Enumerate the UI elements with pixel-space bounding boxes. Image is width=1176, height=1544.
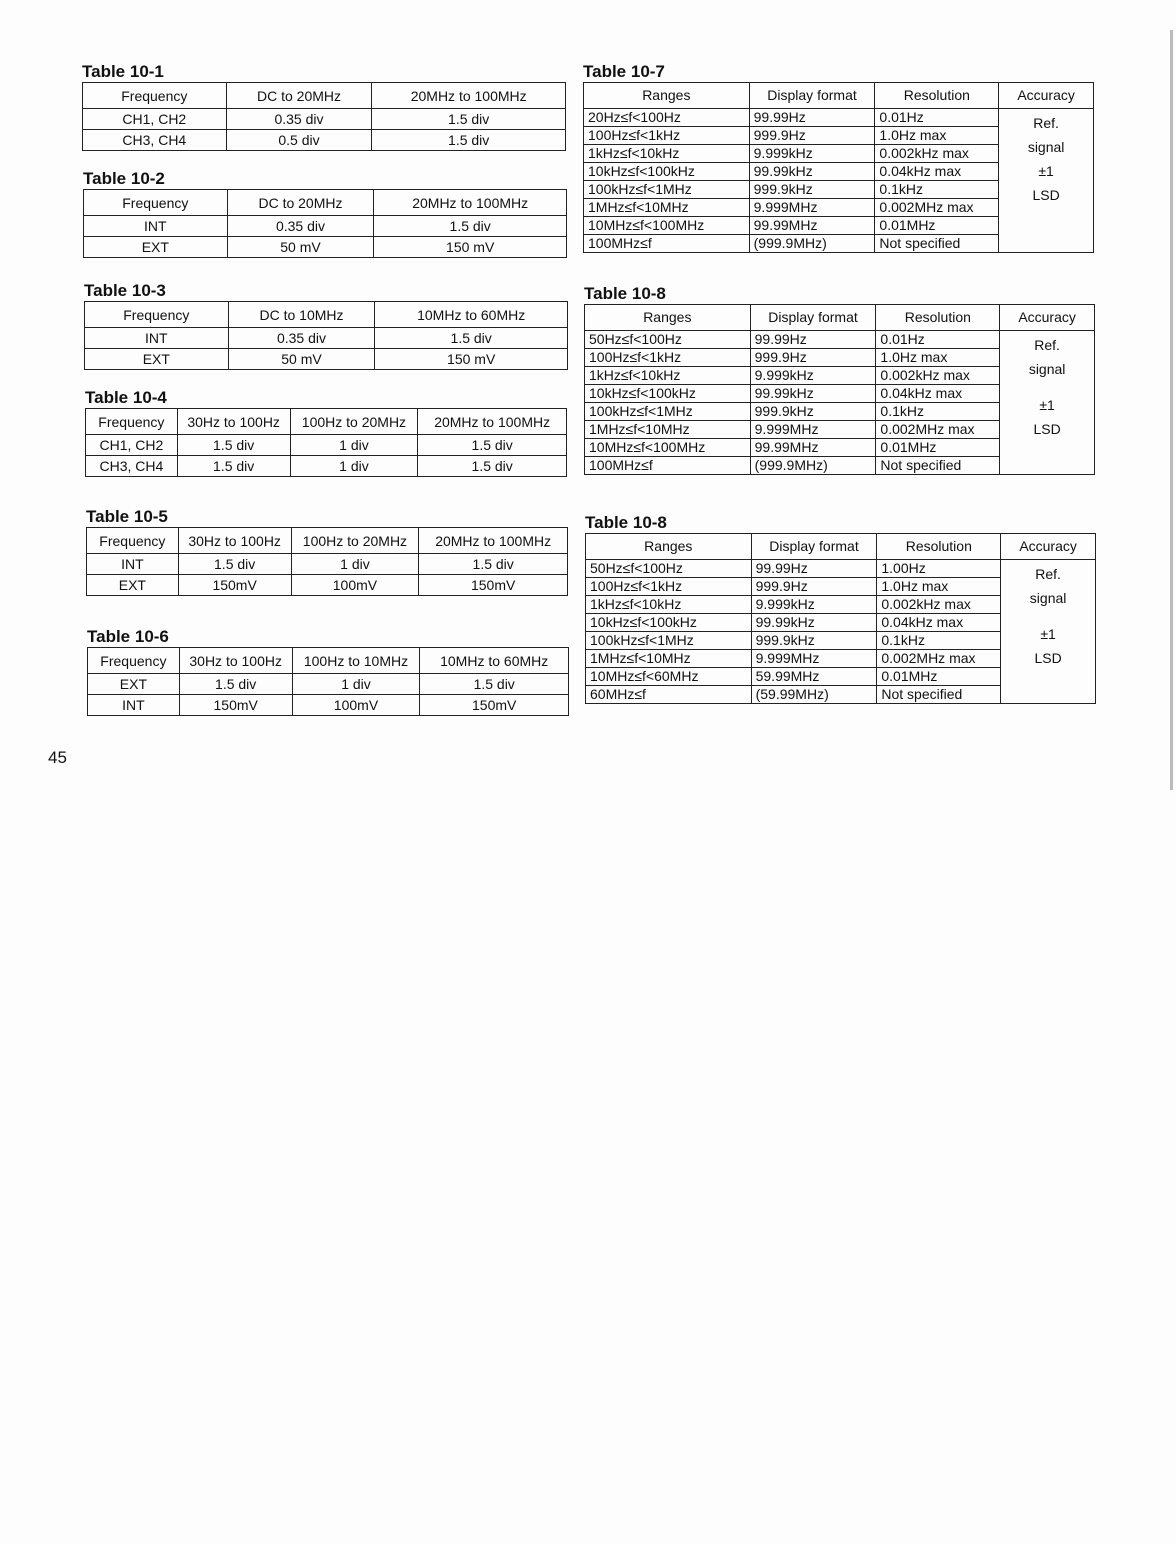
display-format-cell: 9.999MHz bbox=[749, 199, 875, 217]
table-row bbox=[87, 554, 568, 575]
resolution-cell: Not specified bbox=[875, 235, 999, 253]
accuracy-line: Ref. bbox=[1034, 337, 1060, 353]
header-cell: Display format bbox=[749, 83, 875, 109]
display-format-cell: 999.9kHz bbox=[749, 181, 875, 199]
table-row bbox=[86, 435, 567, 456]
range-cell: 100Hz≤f<1kHz bbox=[584, 127, 750, 145]
resolution-cell: 0.01MHz bbox=[875, 217, 999, 235]
table-cell: 1 div bbox=[292, 674, 420, 695]
data-table bbox=[83, 189, 567, 258]
table-title: Table 10-8 bbox=[585, 513, 667, 532]
resolution-cell: 1.0Hz max bbox=[877, 578, 1001, 596]
display-format-cell: 9.999MHz bbox=[751, 650, 877, 668]
accuracy-line: signal bbox=[1028, 361, 1066, 377]
table-10-6 bbox=[87, 628, 569, 716]
table-header-row bbox=[84, 190, 567, 216]
table-cell: 1.5 div bbox=[418, 456, 567, 477]
table-header-row bbox=[87, 528, 568, 554]
table-cell: 150mV bbox=[178, 575, 291, 596]
table-row bbox=[85, 328, 568, 349]
table-cell: 1.5 div bbox=[419, 554, 568, 575]
table-title: Table 10-5 bbox=[86, 507, 168, 526]
display-format-cell: 99.99kHz bbox=[749, 163, 875, 181]
display-format-cell: 99.99MHz bbox=[750, 439, 876, 457]
header-cell: Frequency bbox=[86, 409, 178, 435]
range-cell: 10MHz≤f<100MHz bbox=[585, 439, 751, 457]
table-title: Table 10-1 bbox=[82, 62, 164, 81]
table-cell: 1.5 div bbox=[177, 456, 290, 477]
range-cell: 100MHz≤f bbox=[585, 457, 751, 475]
table-row bbox=[86, 456, 567, 477]
table-row bbox=[87, 575, 568, 596]
resolution-cell: 0.1kHz bbox=[877, 632, 1001, 650]
accuracy-line: ±1 bbox=[1039, 397, 1055, 413]
header-cell: Frequency bbox=[87, 528, 179, 554]
table-cell: 1 div bbox=[291, 554, 419, 575]
header-cell: Display format bbox=[751, 534, 877, 560]
table-cell: 1.5 div bbox=[375, 328, 568, 349]
table-cell: 1.5 div bbox=[372, 130, 566, 151]
resolution-cell: 0.002kHz max bbox=[876, 367, 1000, 385]
table-row bbox=[585, 331, 1095, 349]
accuracy-line: LSD bbox=[1034, 650, 1062, 666]
table-cell: 50 mV bbox=[228, 349, 375, 370]
table-cell: INT bbox=[88, 695, 180, 716]
table-row bbox=[83, 130, 566, 151]
table-cell: 50 mV bbox=[227, 237, 374, 258]
table-cell: INT bbox=[87, 554, 179, 575]
table-title: Table 10-3 bbox=[84, 281, 166, 300]
header-cell: DC to 20MHz bbox=[226, 83, 372, 109]
table-header-row bbox=[586, 534, 1096, 560]
accuracy-line: LSD bbox=[1032, 187, 1060, 203]
table-cell: 150mV bbox=[420, 695, 569, 716]
table-cell: 1.5 div bbox=[179, 674, 292, 695]
data-table bbox=[585, 533, 1096, 704]
resolution-cell: 0.002kHz max bbox=[875, 145, 999, 163]
table-cell: EXT bbox=[87, 575, 179, 596]
table-cell: 1.5 div bbox=[372, 109, 566, 130]
resolution-cell: 0.04kHz max bbox=[876, 385, 1000, 403]
table-cell: 1 div bbox=[290, 456, 418, 477]
data-table bbox=[87, 647, 569, 716]
display-format-cell: 99.99kHz bbox=[751, 614, 877, 632]
table-header-row bbox=[88, 648, 569, 674]
range-cell: 10kHz≤f<100kHz bbox=[586, 614, 752, 632]
table-cell: 0.5 div bbox=[226, 130, 372, 151]
table-row bbox=[88, 674, 569, 695]
header-cell: 100Hz to 10MHz bbox=[292, 648, 420, 674]
resolution-cell: 0.01MHz bbox=[876, 439, 1000, 457]
spacer bbox=[1004, 381, 1090, 393]
page-number: 45 bbox=[48, 748, 67, 767]
resolution-cell: 0.1kHz bbox=[876, 403, 1000, 421]
accuracy-line: Ref. bbox=[1033, 115, 1059, 131]
display-format-cell: 999.9Hz bbox=[749, 127, 875, 145]
table-row bbox=[584, 109, 1094, 127]
header-cell: DC to 20MHz bbox=[227, 190, 374, 216]
range-cell: 100kHz≤f<1MHz bbox=[586, 632, 752, 650]
table-cell: 1.5 div bbox=[418, 435, 567, 456]
range-cell: 100Hz≤f<1kHz bbox=[585, 349, 751, 367]
range-cell: 1MHz≤f<10MHz bbox=[586, 650, 752, 668]
table-cell: 150 mV bbox=[375, 349, 568, 370]
range-cell: 1MHz≤f<10MHz bbox=[585, 421, 751, 439]
header-cell: 100Hz to 20MHz bbox=[291, 528, 419, 554]
display-format-cell: 9.999kHz bbox=[749, 145, 875, 163]
table-row bbox=[83, 109, 566, 130]
header-cell: Resolution bbox=[877, 534, 1001, 560]
header-cell: 100Hz to 20MHz bbox=[290, 409, 418, 435]
table-row bbox=[85, 349, 568, 370]
accuracy-line: ±1 bbox=[1038, 163, 1054, 179]
resolution-cell: 0.1kHz bbox=[875, 181, 999, 199]
table-cell: 0.35 div bbox=[228, 328, 375, 349]
table-cell: 1.5 div bbox=[374, 216, 567, 237]
range-cell: 1kHz≤f<10kHz bbox=[585, 367, 751, 385]
table-cell: EXT bbox=[88, 674, 180, 695]
table-header-row bbox=[83, 83, 566, 109]
range-cell: 50Hz≤f<100Hz bbox=[586, 560, 752, 578]
range-cell: 20Hz≤f<100Hz bbox=[584, 109, 750, 127]
display-format-cell: 999.9Hz bbox=[751, 578, 877, 596]
header-cell: 20MHz to 100MHz bbox=[419, 528, 568, 554]
table-row bbox=[84, 237, 567, 258]
table-cell: 0.35 div bbox=[227, 216, 374, 237]
accuracy-line: signal bbox=[1027, 139, 1065, 155]
table-cell: EXT bbox=[85, 349, 229, 370]
header-cell: Ranges bbox=[586, 534, 752, 560]
table-10-7 bbox=[583, 63, 1094, 253]
resolution-cell: 1.00Hz bbox=[877, 560, 1001, 578]
display-format-cell: (999.9MHz) bbox=[749, 235, 875, 253]
header-cell: 10MHz to 60MHz bbox=[420, 648, 569, 674]
table-cell: 150 mV bbox=[374, 237, 567, 258]
range-cell: 10MHz≤f<60MHz bbox=[586, 668, 752, 686]
data-table bbox=[86, 527, 568, 596]
resolution-cell: 1.0Hz max bbox=[875, 127, 999, 145]
range-cell: 1kHz≤f<10kHz bbox=[586, 596, 752, 614]
table-row bbox=[84, 216, 567, 237]
resolution-cell: 0.01Hz bbox=[875, 109, 999, 127]
table-cell: 1.5 div bbox=[420, 674, 569, 695]
table-cell: 0.35 div bbox=[226, 109, 372, 130]
display-format-cell: 999.9Hz bbox=[750, 349, 876, 367]
resolution-cell: 0.04kHz max bbox=[875, 163, 999, 181]
header-cell: DC to 10MHz bbox=[228, 302, 375, 328]
table-cell: 100mV bbox=[292, 695, 420, 716]
display-format-cell: 999.9kHz bbox=[751, 632, 877, 650]
table-cell: 1.5 div bbox=[177, 435, 290, 456]
range-cell: 100kHz≤f<1MHz bbox=[584, 181, 750, 199]
display-format-cell: 99.99Hz bbox=[751, 560, 877, 578]
header-cell: Frequency bbox=[84, 190, 228, 216]
display-format-cell: 99.99MHz bbox=[749, 217, 875, 235]
display-format-cell: (999.9MHz) bbox=[750, 457, 876, 475]
table-row bbox=[586, 560, 1096, 578]
table-10-8-first bbox=[584, 285, 1095, 475]
resolution-cell: 0.002MHz max bbox=[876, 421, 1000, 439]
table-title: Table 10-2 bbox=[83, 169, 165, 188]
table-row bbox=[88, 695, 569, 716]
header-cell: Frequency bbox=[83, 83, 227, 109]
resolution-cell: 0.002MHz max bbox=[875, 199, 999, 217]
table-cell: CH1, CH2 bbox=[83, 109, 227, 130]
table-header-row bbox=[86, 409, 567, 435]
header-cell: Accuracy bbox=[999, 83, 1094, 109]
table-header-row bbox=[85, 302, 568, 328]
table-cell: 1.5 div bbox=[178, 554, 291, 575]
resolution-cell: 0.04kHz max bbox=[877, 614, 1001, 632]
data-table bbox=[584, 304, 1095, 475]
header-cell: Display format bbox=[750, 305, 876, 331]
range-cell: 100MHz≤f bbox=[584, 235, 750, 253]
table-cell: 1 div bbox=[290, 435, 418, 456]
resolution-cell: 0.01Hz bbox=[876, 331, 1000, 349]
spacer bbox=[1005, 610, 1091, 622]
display-format-cell: 9.999MHz bbox=[750, 421, 876, 439]
range-cell: 60MHz≤f bbox=[586, 686, 752, 704]
table-cell: CH3, CH4 bbox=[86, 456, 178, 477]
display-format-cell: 99.99Hz bbox=[749, 109, 875, 127]
display-format-cell: 99.99kHz bbox=[750, 385, 876, 403]
resolution-cell: Not specified bbox=[877, 686, 1001, 704]
table-10-5 bbox=[86, 508, 568, 596]
accuracy-line: LSD bbox=[1033, 421, 1061, 437]
header-cell: 10MHz to 60MHz bbox=[375, 302, 568, 328]
header-cell: Ranges bbox=[584, 83, 750, 109]
table-title: Table 10-7 bbox=[583, 62, 665, 81]
table-title: Table 10-4 bbox=[85, 388, 167, 407]
display-format-cell: 9.999kHz bbox=[750, 367, 876, 385]
range-cell: 50Hz≤f<100Hz bbox=[585, 331, 751, 349]
table-header-row bbox=[585, 305, 1095, 331]
header-cell: 20MHz to 100MHz bbox=[372, 83, 566, 109]
header-cell: 20MHz to 100MHz bbox=[374, 190, 567, 216]
accuracy-line: ±1 bbox=[1040, 626, 1056, 642]
accuracy-line: Ref. bbox=[1035, 566, 1061, 582]
table-cell: 150mV bbox=[419, 575, 568, 596]
table-cell: 100mV bbox=[291, 575, 419, 596]
header-cell: 30Hz to 100Hz bbox=[178, 528, 291, 554]
table-cell: CH3, CH4 bbox=[83, 130, 227, 151]
accuracy-cell bbox=[1000, 331, 1095, 475]
table-header-row bbox=[584, 83, 1094, 109]
display-format-cell: 99.99Hz bbox=[750, 331, 876, 349]
table-10-4 bbox=[85, 389, 567, 477]
table-10-3 bbox=[84, 282, 568, 370]
table-cell: 150mV bbox=[179, 695, 292, 716]
table-10-1 bbox=[82, 63, 566, 151]
header-cell: Ranges bbox=[585, 305, 751, 331]
header-cell: Frequency bbox=[88, 648, 180, 674]
table-cell: EXT bbox=[84, 237, 228, 258]
header-cell: 20MHz to 100MHz bbox=[418, 409, 567, 435]
range-cell: 100Hz≤f<1kHz bbox=[586, 578, 752, 596]
table-title: Table 10-8 bbox=[584, 284, 666, 303]
range-cell: 10kHz≤f<100kHz bbox=[585, 385, 751, 403]
display-format-cell: 999.9kHz bbox=[750, 403, 876, 421]
resolution-cell: 0.01MHz bbox=[877, 668, 1001, 686]
table-10-2 bbox=[83, 170, 567, 258]
resolution-cell: Not specified bbox=[876, 457, 1000, 475]
accuracy-cell bbox=[1001, 560, 1096, 704]
range-cell: 1MHz≤f<10MHz bbox=[584, 199, 750, 217]
table-10-8-second bbox=[585, 514, 1096, 704]
table-cell: INT bbox=[84, 216, 228, 237]
display-format-cell: 59.99MHz bbox=[751, 668, 877, 686]
accuracy-line: signal bbox=[1029, 590, 1067, 606]
range-cell: 100kHz≤f<1MHz bbox=[585, 403, 751, 421]
range-cell: 10MHz≤f<100MHz bbox=[584, 217, 750, 235]
resolution-cell: 0.002kHz max bbox=[877, 596, 1001, 614]
display-format-cell: 9.999kHz bbox=[751, 596, 877, 614]
header-cell: Accuracy bbox=[1001, 534, 1096, 560]
accuracy-cell bbox=[999, 109, 1094, 253]
range-cell: 1kHz≤f<10kHz bbox=[584, 145, 750, 163]
header-cell: Frequency bbox=[85, 302, 229, 328]
table-cell: CH1, CH2 bbox=[86, 435, 178, 456]
header-cell: 30Hz to 100Hz bbox=[177, 409, 290, 435]
table-title: Table 10-6 bbox=[87, 627, 169, 646]
data-table bbox=[85, 408, 567, 477]
resolution-cell: 0.002MHz max bbox=[877, 650, 1001, 668]
header-cell: 30Hz to 100Hz bbox=[179, 648, 292, 674]
data-table bbox=[583, 82, 1094, 253]
data-table bbox=[82, 82, 566, 151]
display-format-cell: (59.99MHz) bbox=[751, 686, 877, 704]
header-cell: Resolution bbox=[876, 305, 1000, 331]
scan-edge-line bbox=[1170, 30, 1173, 790]
table-cell: INT bbox=[85, 328, 229, 349]
resolution-cell: 1.0Hz max bbox=[876, 349, 1000, 367]
data-table bbox=[84, 301, 568, 370]
header-cell: Accuracy bbox=[1000, 305, 1095, 331]
range-cell: 10kHz≤f<100kHz bbox=[584, 163, 750, 181]
header-cell: Resolution bbox=[875, 83, 999, 109]
